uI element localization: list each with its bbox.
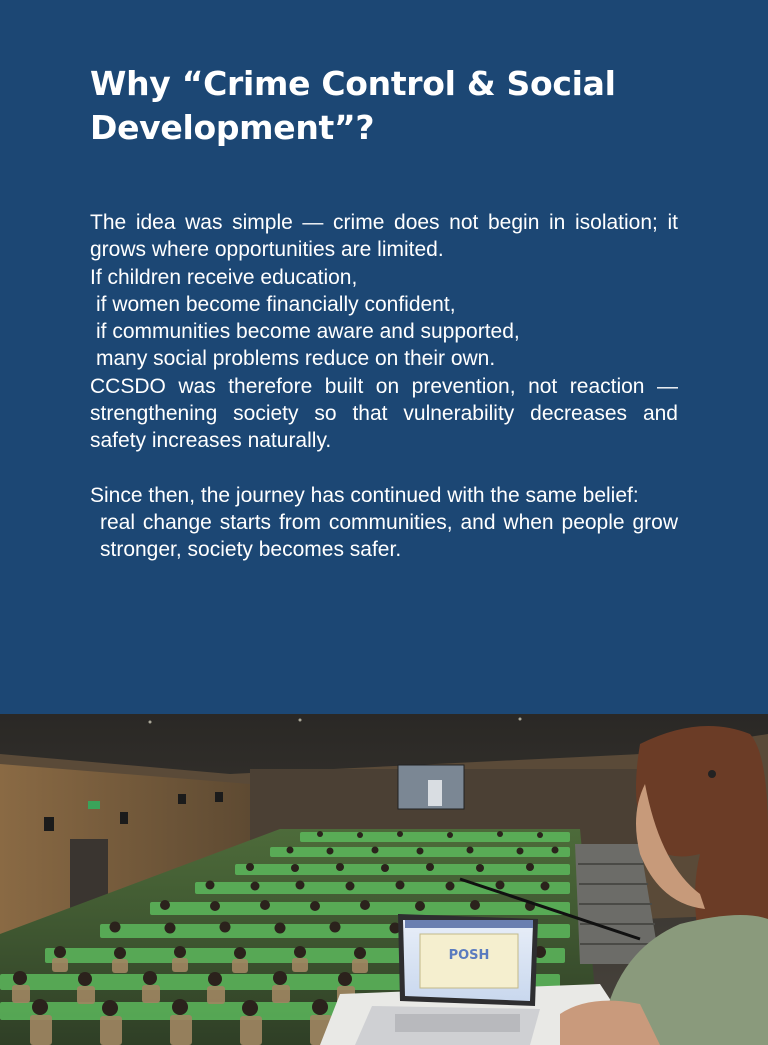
- body-text: [90, 209, 678, 564]
- auditorium-illustration: [0, 714, 768, 1045]
- paragraph-1-line-3: if women become financially confident,: [96, 292, 456, 316]
- paragraph-1-line-1: The idea was simple — crime does not begin in isolation; it grows where opportunities are limited.: [90, 211, 678, 262]
- paragraph-1-line-2: If children receive education,: [90, 265, 358, 289]
- paragraph-1-line-5: many social problems reduce on their own.: [96, 347, 496, 371]
- title-line-2: Development”?: [90, 108, 375, 147]
- auditorium-photo: [0, 714, 768, 1045]
- slide-title: POSH: [448, 948, 490, 963]
- paragraph-1-line-4: if communities become aware and supported,: [96, 320, 520, 344]
- paragraph-2-line-1: Since then, the journey has continued with the same belief:: [90, 483, 639, 507]
- paragraph-1-line-6: CCSDO was therefore built on prevention, not reaction — strengthening society so that vulnerability decreases and safety increases naturally.: [90, 374, 678, 453]
- paragraph-2-line-2: real change starts from communities, and when people grow stronger, society becomes safer.: [100, 510, 678, 562]
- page-title: [90, 62, 690, 150]
- title-line-1: Why “Crime Control & Social: [90, 64, 616, 103]
